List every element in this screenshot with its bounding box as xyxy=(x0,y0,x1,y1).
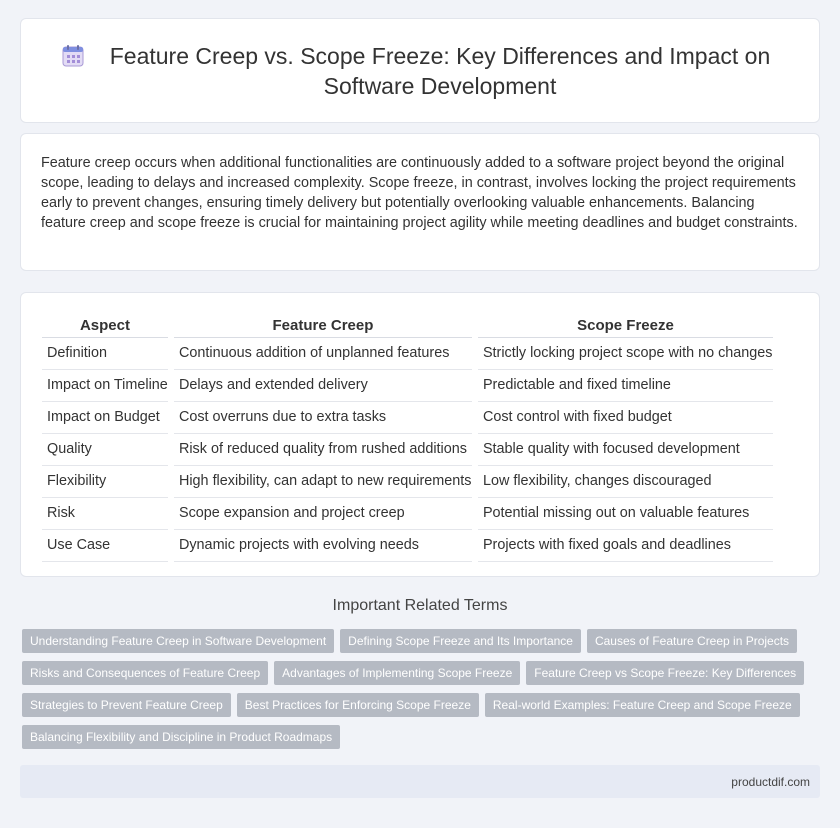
related-term-tag[interactable]: Balancing Flexibility and Discipline in Product Roadmaps xyxy=(22,725,340,749)
table-header-row xyxy=(42,313,773,338)
cell-scope-freeze: Cost control with fixed budget xyxy=(478,402,773,434)
cell-scope-freeze: Strictly locking project scope with no changes xyxy=(478,338,773,370)
cell-scope-freeze: Stable quality with focused development xyxy=(478,434,773,466)
header-feature-creep: Feature Creep xyxy=(174,313,472,338)
table-row xyxy=(42,338,773,370)
intro-card xyxy=(20,133,820,271)
intro-text: Feature creep occurs when additional functionalities are continuously added to a software project beyond the original scope, leading to delays and increased complexity. Scope freeze, in contrast, involves locking the project requirements early to prevent changes, ensuring timely delivery but potentially overlooking valuable enhancements. Balancing feature creep and scope freeze is crucial for maintaining project agility while meeting deadlines and budget constraints. xyxy=(41,155,798,231)
table-row xyxy=(42,402,773,434)
table-row xyxy=(42,466,773,498)
cell-aspect: Flexibility xyxy=(42,466,168,498)
cell-feature-creep: Delays and extended delivery xyxy=(174,370,472,402)
related-term-tag[interactable]: Strategies to Prevent Feature Creep xyxy=(22,693,231,717)
related-terms-list xyxy=(22,629,822,749)
cell-scope-freeze: Predictable and fixed timeline xyxy=(478,370,773,402)
comparison-card xyxy=(20,292,820,577)
cell-scope-freeze: Low flexibility, changes discouraged xyxy=(478,466,773,498)
header-scope-freeze: Scope Freeze xyxy=(478,313,773,338)
cell-scope-freeze: Potential missing out on valuable features xyxy=(478,498,773,530)
cell-feature-creep: High flexibility, can adapt to new requirements xyxy=(174,466,472,498)
cell-aspect: Impact on Budget xyxy=(42,402,168,434)
related-term-tag[interactable]: Defining Scope Freeze and Its Importance xyxy=(340,629,581,653)
cell-scope-freeze: Projects with fixed goals and deadlines xyxy=(478,530,773,562)
cell-aspect: Risk xyxy=(42,498,168,530)
cell-aspect: Definition xyxy=(42,338,168,370)
related-term-tag[interactable]: Risks and Consequences of Feature Creep xyxy=(22,661,268,685)
page-title: Feature Creep vs. Scope Freeze: Key Differences and Impact on Software Development xyxy=(109,42,771,99)
table-row xyxy=(42,434,773,466)
header-aspect: Aspect xyxy=(42,313,168,338)
footer-site-link[interactable]: productdif.com xyxy=(731,775,810,789)
table-row xyxy=(42,498,773,530)
cell-feature-creep: Scope expansion and project creep xyxy=(174,498,472,530)
related-term-tag[interactable]: Advantages of Implementing Scope Freeze xyxy=(274,661,520,685)
related-term-tag[interactable]: Real-world Examples: Feature Creep and Scope Freeze xyxy=(485,693,800,717)
cell-feature-creep: Cost overruns due to extra tasks xyxy=(174,402,472,434)
table-row xyxy=(42,370,773,402)
header-card xyxy=(20,18,820,123)
comparison-table xyxy=(36,313,779,562)
table-row xyxy=(42,530,773,562)
cell-aspect: Quality xyxy=(42,434,168,466)
related-term-tag[interactable]: Feature Creep vs Scope Freeze: Key Differences xyxy=(526,661,804,685)
cell-aspect: Use Case xyxy=(42,530,168,562)
related-term-tag[interactable]: Understanding Feature Creep in Software Development xyxy=(22,629,334,653)
related-term-tag[interactable]: Causes of Feature Creep in Projects xyxy=(587,629,797,653)
cell-feature-creep: Dynamic projects with evolving needs xyxy=(174,530,472,562)
footer xyxy=(20,765,820,798)
cell-feature-creep: Risk of reduced quality from rushed additions xyxy=(174,434,472,466)
related-term-tag[interactable]: Best Practices for Enforcing Scope Freeze xyxy=(237,693,479,717)
calendar-icon xyxy=(60,43,86,69)
related-terms-title: Important Related Terms xyxy=(332,597,508,614)
cell-feature-creep: Continuous addition of unplanned features xyxy=(174,338,472,370)
cell-aspect: Impact on Timeline xyxy=(42,370,168,402)
